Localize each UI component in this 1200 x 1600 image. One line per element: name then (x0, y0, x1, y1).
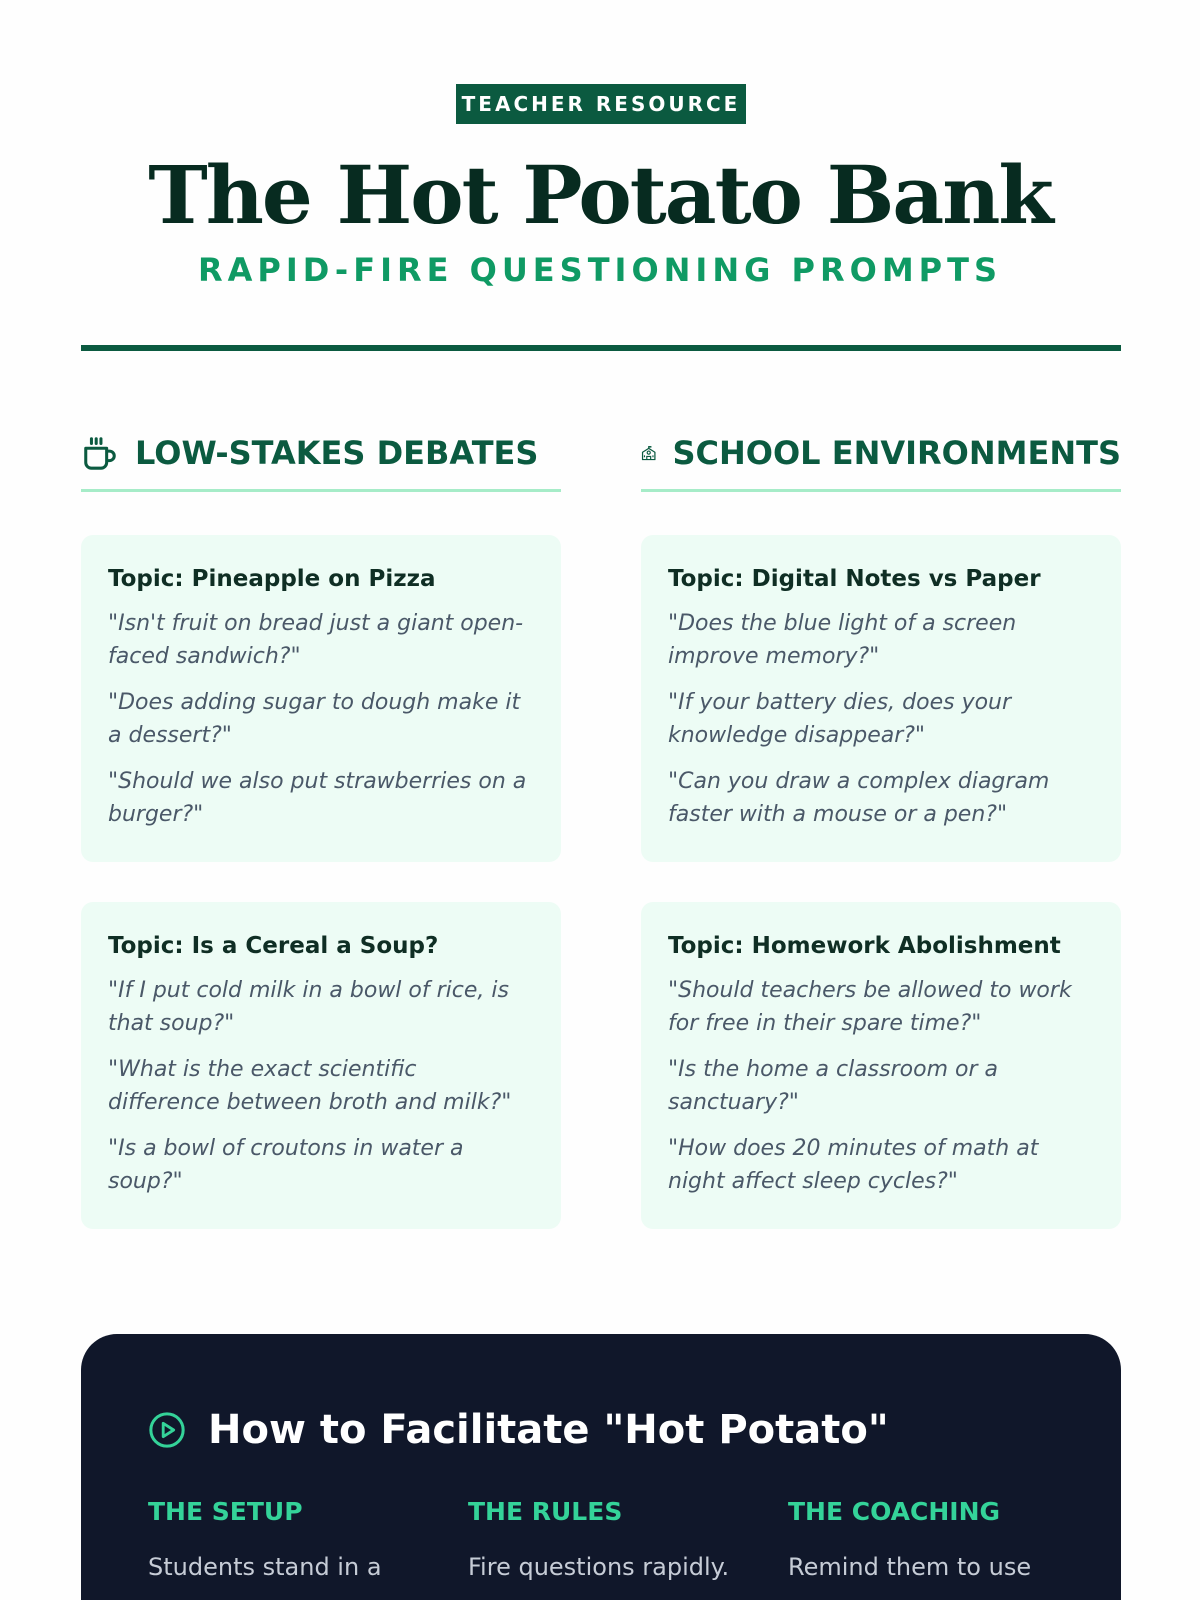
prompt-question: "Is the home a classroom or a sanctuary?" (668, 1057, 998, 1115)
step-body: Students stand in a (148, 1553, 382, 1581)
prompt-question: "Can you draw a complex diagram faster with a mouse or a pen?" (668, 769, 1050, 827)
prompt-question: "Isn't fruit on bread just a giant open-faced sandwich?" (108, 611, 524, 669)
facilitation-heading (148, 1402, 889, 1458)
prompt-question: "Does the blue light of a screen improve memory?" (668, 611, 1017, 669)
step-label: THE RULES (468, 1497, 623, 1526)
play-circle-icon (148, 1411, 186, 1449)
step-setup (148, 1494, 438, 1586)
topic-card-digital-notes (641, 535, 1121, 862)
topic-card-cereal-soup (81, 902, 561, 1229)
prompt-question: "Should teachers be allowed to work for free in their spare time?" (668, 978, 1072, 1036)
step-body: Fire questions rapidly. (468, 1553, 730, 1581)
topic-title: Topic: Homework Abolishment (668, 933, 1061, 959)
topic-title: Topic: Is a Cereal a Soup? (108, 933, 439, 959)
prompt-question: "Should we also put strawberries on a burger?" (108, 769, 527, 827)
prompt-question: "What is the exact scientific difference between broth and milk?" (108, 1057, 512, 1115)
prompt-question: "Is a bowl of croutons in water a soup?" (108, 1136, 464, 1194)
facilitation-title: How to Facilitate "Hot Potato" (208, 1407, 889, 1453)
prompt-question: "If I put cold milk in a bowl of rice, is that soup?" (108, 978, 509, 1036)
topic-card-pineapple-pizza (81, 535, 561, 862)
step-label: THE SETUP (148, 1497, 303, 1526)
page-subtitle: RAPID-FIRE QUESTIONING PROMPTS (198, 251, 1002, 289)
step-coaching (788, 1494, 1078, 1586)
teacher-resource-badge: TEACHER RESOURCE (456, 84, 746, 124)
header-divider (81, 345, 1121, 351)
prompt-question: "How does 20 minutes of math at night affect sleep cycles?" (668, 1136, 1039, 1194)
step-rules (468, 1494, 758, 1586)
topic-title: Topic: Pineapple on Pizza (108, 566, 436, 592)
column-heading-label: LOW-STAKES DEBATES (135, 434, 539, 472)
prompt-question: "If your battery dies, does your knowledge disappear?" (668, 690, 1012, 748)
topic-title: Topic: Digital Notes vs Paper (668, 566, 1041, 592)
step-label: THE COACHING (788, 1497, 1001, 1526)
prompt-question: "Does adding sugar to dough make it a dessert?" (108, 690, 521, 748)
coffee-cup-icon (81, 434, 119, 472)
page-title: The Hot Potato Bank (148, 148, 1052, 242)
school-icon (641, 434, 656, 472)
column-heading-school-environments (641, 430, 1121, 492)
column-heading-label: SCHOOL ENVIRONMENTS (672, 434, 1121, 472)
step-body: Remind them to use (788, 1553, 1032, 1581)
column-heading-low-stakes-debates (81, 430, 561, 492)
topic-card-homework-abolishment (641, 902, 1121, 1229)
